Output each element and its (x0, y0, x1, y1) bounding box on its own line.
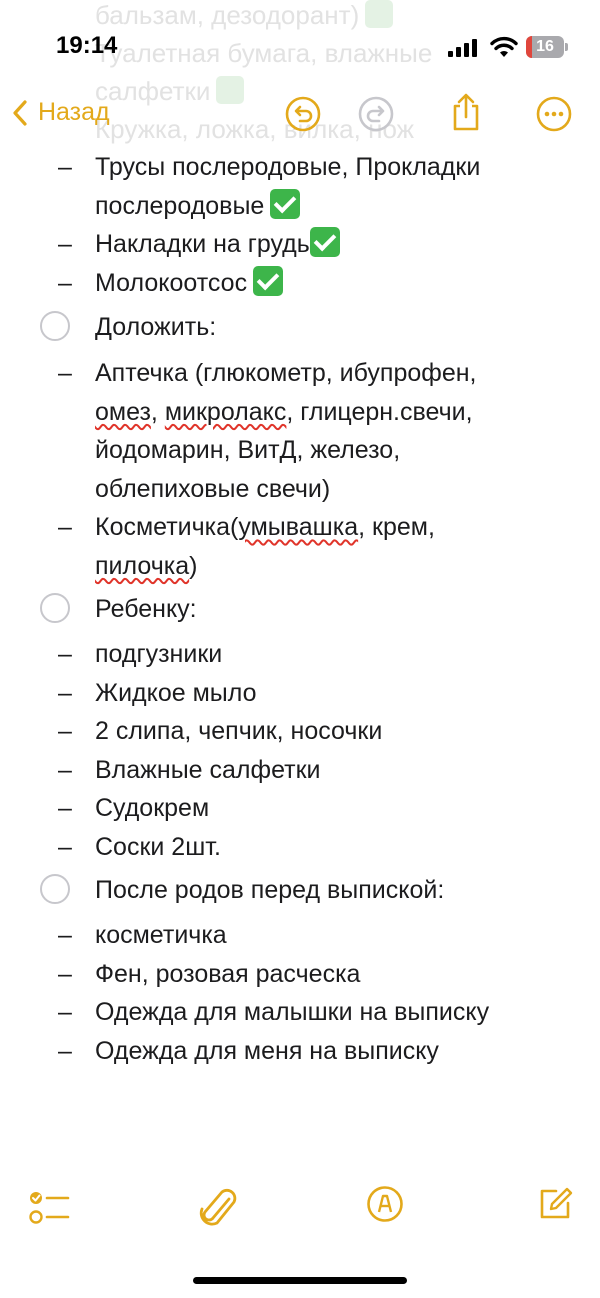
list-item-text: 2 слипа, чепчик, носочки (95, 717, 383, 745)
list-item-text: Судокрем (95, 794, 210, 822)
dash-bullet: – (58, 998, 72, 1026)
list-item-text: Одежда для малышки на выписку (95, 998, 490, 1026)
checklist-item-text: После родов перед выпиской: (95, 876, 445, 904)
checklist-icon[interactable] (28, 1189, 70, 1227)
list-item-text: Фен, розовая расческа (95, 959, 361, 988)
misspelled-word[interactable]: умывашка (238, 513, 359, 541)
list-item-text: , крем, (358, 513, 435, 541)
checklist-item-text: Ребенку: (95, 595, 197, 623)
bottom-toolbar (0, 1185, 600, 1237)
compose-icon[interactable] (536, 1185, 574, 1223)
dash-bullet: – (58, 678, 72, 707)
more-icon[interactable] (536, 96, 572, 132)
misspelled-word[interactable]: омез (95, 397, 151, 426)
dash-bullet: – (58, 921, 72, 949)
dash-bullet: – (58, 1036, 72, 1065)
checkmark-icon (310, 227, 340, 257)
battery-icon: 16 (526, 36, 568, 58)
list-item-text: , глицерн.свечи, (286, 397, 473, 426)
chevron-left-icon (12, 99, 28, 127)
cellular-signal-icon (448, 39, 478, 57)
list-item-text: Одежда для меня на выписку (95, 1036, 439, 1065)
dash-bullet: – (58, 959, 72, 988)
undo-icon[interactable] (285, 96, 321, 132)
misspelled-word[interactable]: микролакс (164, 397, 287, 426)
dash-bullet: – (58, 153, 72, 181)
status-time: 19:14 (56, 32, 118, 59)
list-item-text: Жидкое мыло (95, 678, 257, 707)
dash-bullet: – (58, 230, 72, 258)
list-item-text: ) (189, 551, 198, 580)
list-item-text: Аптечка (глюкометр, ибупрофен, (95, 359, 477, 387)
checklist-circle-icon[interactable] (40, 311, 70, 341)
back-label: Назад (38, 98, 110, 126)
scrolled-text-line: бальзам, дезодорант) (95, 0, 393, 31)
list-item-text: послеродовые (95, 191, 265, 220)
list-item-text: Накладки на грудь (95, 230, 310, 258)
paperclip-icon[interactable] (199, 1185, 239, 1231)
list-item-text: Соски 2шт. (95, 832, 221, 861)
dash-bullet: – (58, 513, 72, 541)
checklist-item-text: Доложить: (95, 313, 217, 341)
list-item-text: Молокоотсос (95, 268, 248, 297)
misspelled-word[interactable]: пилочка (95, 551, 190, 580)
list-item-text: подгузники (95, 640, 223, 668)
dash-bullet: – (58, 717, 72, 745)
home-indicator[interactable] (193, 1277, 407, 1284)
checklist-circle-icon[interactable] (40, 874, 70, 904)
list-item-text: Влажные салфетки (95, 755, 321, 784)
scrolled-text-line: салфетки (95, 76, 244, 107)
dash-bullet: – (58, 640, 72, 668)
dash-bullet: – (58, 268, 72, 297)
dash-bullet: – (58, 359, 72, 387)
status-bar (0, 0, 600, 95)
scrolled-text-line: Кружка, ложка, вилка, нож (95, 114, 415, 144)
nav-bar (0, 90, 600, 142)
checklist-circle-icon[interactable] (40, 593, 70, 623)
scrolled-text-line: Туалетная бумага, влажные (95, 38, 433, 68)
list-item-text: Трусы послеродовые, Прокладки (95, 153, 481, 181)
list-item-text: , (150, 397, 165, 426)
list-item-text: Косметичка( (95, 513, 239, 541)
dash-bullet: – (58, 832, 72, 861)
list-item-text: облепиховые свечи) (95, 474, 331, 503)
checkmark-icon (270, 189, 300, 219)
dash-bullet: – (58, 794, 72, 822)
share-icon[interactable] (448, 92, 484, 132)
markup-pen-icon[interactable] (366, 1185, 404, 1223)
list-item-text: косметичка (95, 921, 227, 949)
dash-bullet: – (58, 755, 72, 784)
checkmark-icon (253, 266, 283, 296)
wifi-icon (490, 36, 518, 58)
back-button[interactable] (12, 98, 110, 127)
list-item-text: йодомарин, ВитД, железо, (95, 436, 401, 464)
redo-icon[interactable] (358, 96, 394, 132)
